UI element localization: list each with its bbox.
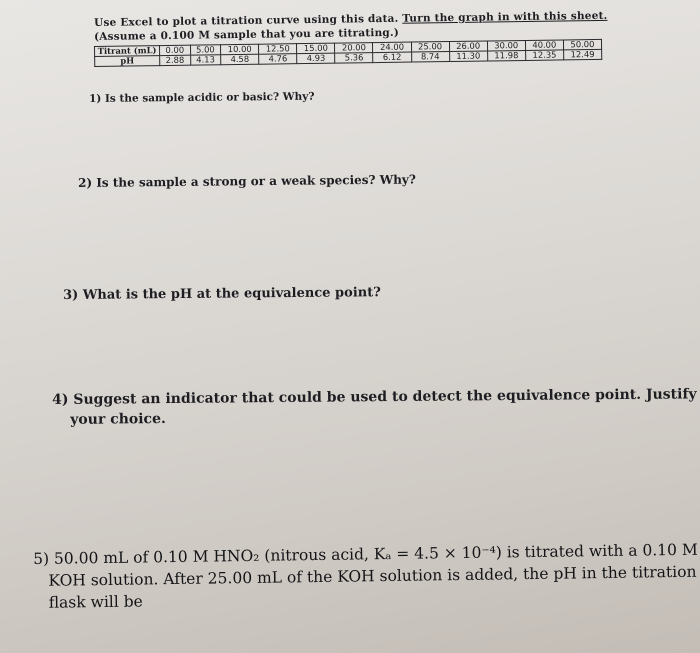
table-cell: 26.00 (449, 41, 487, 52)
table-cell: 20.00 (335, 43, 373, 54)
table-cell: 5.00 (190, 45, 221, 55)
table-cell: 4.58 (221, 54, 259, 65)
table-cell: 50.00 (563, 39, 601, 50)
table-cell: 11.98 (487, 50, 525, 61)
table-cell: 8.74 (411, 52, 449, 63)
table-cell: 15.00 (297, 43, 335, 54)
table-cell: 12.50 (259, 44, 297, 55)
question-4-line-1: 4) Suggest an indicator that could be used to detect the equivalence point. Justify (52, 386, 697, 408)
table-cell: 24.00 (373, 42, 411, 53)
question-5-line-2: KOH solution. After 25.00 mL of the KOH solution is added, the pH in the titration (48, 562, 697, 590)
table-cell: 4.93 (297, 53, 335, 64)
table-cell: 30.00 (487, 40, 525, 51)
instructions-line-1 (94, 10, 608, 29)
row-header-titrant: Titrant (mL) (95, 46, 160, 57)
instructions-link: Turn the graph in with this sheet. (402, 9, 608, 25)
table-cell: 10.00 (221, 44, 259, 55)
instructions-text: Use Excel to plot a titration curve using this data. (94, 12, 399, 29)
table-cell: 4.13 (190, 55, 221, 65)
question-3: 3) What is the pH at the equivalence point? (63, 285, 381, 303)
question-1: 1) Is the sample acidic or basic? Why? (89, 90, 315, 105)
titration-data-table (94, 39, 602, 67)
table-cell: 40.00 (525, 40, 563, 51)
table-cell: 25.00 (411, 42, 449, 53)
table-cell: 11.30 (449, 51, 487, 62)
row-header-ph: pH (95, 56, 160, 67)
question-5-line-3: flask will be (48, 592, 143, 612)
table-cell: 4.76 (259, 54, 297, 65)
table-cell: 6.12 (373, 52, 411, 63)
table-cell: 5.36 (335, 53, 373, 64)
question-4 (52, 385, 697, 430)
question-2: 2) Is the sample a strong or a weak species? Why? (78, 172, 416, 190)
table-cell: 2.88 (160, 55, 191, 65)
question-5-line-1: 5) 50.00 mL of 0.10 M HNO₂ (nitrous acid, Kₐ = 4.5 × 10⁻⁴) is titrated with a 0.10 M (33, 540, 698, 568)
instructions-line-2: (Assume a 0.100 M sample that you are titrating.) (94, 26, 400, 43)
question-4-line-2: your choice. (70, 411, 166, 428)
table-cell: 0.00 (160, 45, 191, 55)
table-cell: 12.35 (525, 50, 563, 61)
question-5 (33, 539, 698, 614)
table-cell: 12.49 (563, 49, 601, 60)
